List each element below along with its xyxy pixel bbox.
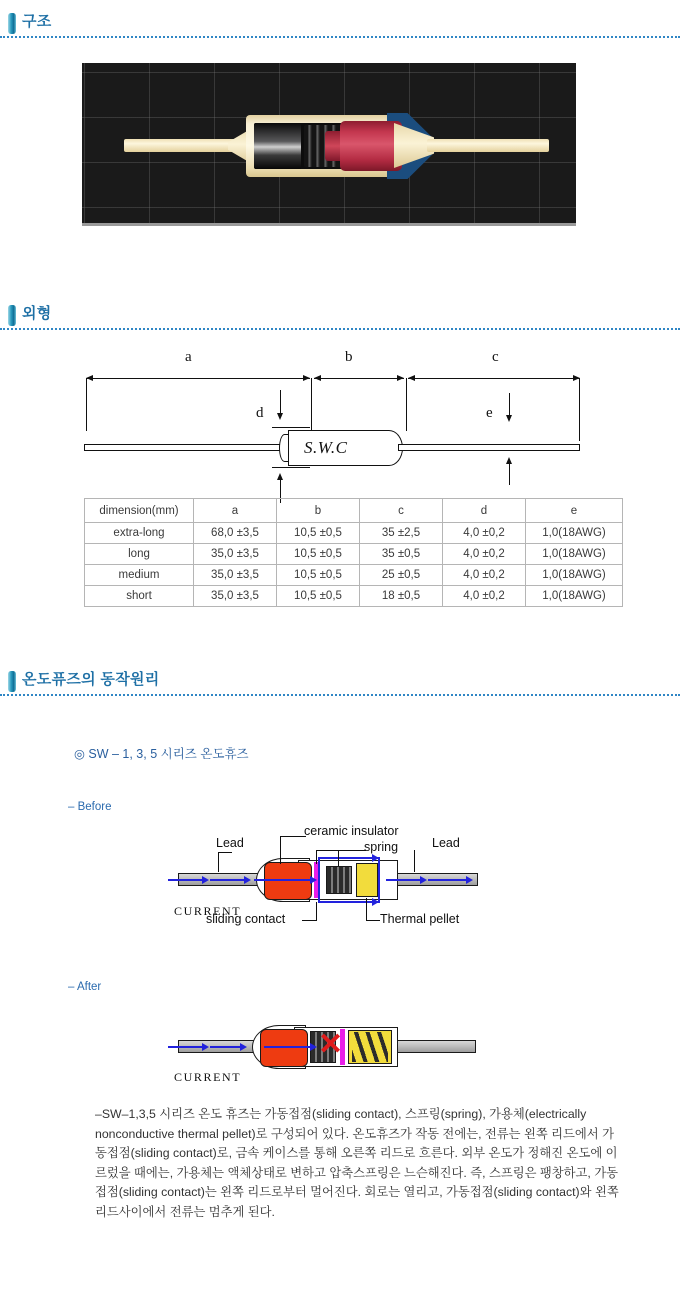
label-ceramic-insulator: ceramic insulator <box>304 824 399 838</box>
after-label-current: CURRENT <box>174 1070 242 1084</box>
cutaway-sliding-contact <box>340 121 402 171</box>
dim-label-d: d <box>256 405 264 421</box>
cell-type: short <box>85 586 194 607</box>
cell-type: medium <box>85 565 194 586</box>
table-row <box>85 565 623 586</box>
cell-d: 4,0 ±0,2 <box>443 523 526 544</box>
dim-tick-b-end <box>406 378 407 431</box>
dimension-table <box>84 498 623 607</box>
outline-dimension-drawing <box>72 345 600 485</box>
dim-arrow-b-left <box>314 375 321 381</box>
bar-icon <box>8 13 16 34</box>
section-divider <box>0 328 680 330</box>
before-current-arrow-head-3 <box>310 876 317 884</box>
dim-line-a <box>86 378 310 379</box>
before-label: – Before <box>68 801 112 813</box>
dim-label-e: e <box>486 405 493 421</box>
cutaway-lead-right <box>427 139 549 152</box>
leader-spring-h <box>316 850 366 851</box>
dim-arrow-d-down <box>277 413 283 420</box>
before-current-arrow-head-4 <box>420 876 427 884</box>
cell-e: 1,0(18AWG) <box>526 544 623 565</box>
section-header-outline <box>0 292 680 332</box>
section-header-principle <box>0 658 680 698</box>
after-current-arrow-head-3 <box>310 1043 317 1051</box>
before-current-arrow-head-bottom <box>372 898 379 906</box>
before-current-arrow-head-2 <box>244 876 251 884</box>
cell-d: 4,0 ±0,2 <box>443 586 526 607</box>
before-current-arrow-line-5 <box>428 879 466 881</box>
after-current-arrow-head-2 <box>240 1043 247 1051</box>
leader-pellet-h <box>366 920 380 921</box>
before-spring <box>326 866 352 894</box>
section-header-structure <box>0 0 680 40</box>
dim-tick-e-upper <box>509 393 510 417</box>
section-title: 구조 <box>22 13 52 30</box>
before-current-arrow-head-5 <box>466 876 473 884</box>
label-lead-left: Lead <box>216 836 244 850</box>
leader-pellet <box>366 898 367 920</box>
before-current-arrow-line-2 <box>210 879 244 881</box>
dim-arrow-a-right <box>303 375 310 381</box>
leader-spring-b <box>338 850 339 866</box>
cell-b: 10,5 ±0,5 <box>277 544 360 565</box>
cell-a: 35,0 ±3,5 <box>194 586 277 607</box>
cell-type: long <box>85 544 194 565</box>
bar-icon <box>8 671 16 692</box>
th-d: d <box>443 499 526 523</box>
after-current-arrow-line-1 <box>168 1046 202 1048</box>
cell-c: 25 ±0,5 <box>360 565 443 586</box>
table-row <box>85 586 623 607</box>
cell-b: 10,5 ±0,5 <box>277 565 360 586</box>
cell-d: 4,0 ±0,2 <box>443 544 526 565</box>
dim-arrow-b-right <box>397 375 404 381</box>
leader-ceramic-h <box>280 836 306 837</box>
bar-icon <box>8 305 16 326</box>
cell-a: 35,0 ±3,5 <box>194 544 277 565</box>
after-pellet-streaks <box>352 1032 388 1062</box>
label-current: CURRENT <box>174 904 242 918</box>
table-header-row <box>85 499 623 523</box>
after-current-arrow-line-3 <box>264 1046 310 1048</box>
dim-line-b <box>314 378 404 379</box>
after-current-arrow-line-2 <box>210 1046 240 1048</box>
th-a: a <box>194 499 277 523</box>
cell-b: 10,5 ±0,5 <box>277 523 360 544</box>
cell-d: 4,0 ±0,2 <box>443 565 526 586</box>
cell-c: 35 ±0,5 <box>360 544 443 565</box>
cell-type: extra-long <box>85 523 194 544</box>
after-sliding-contact <box>260 1029 308 1067</box>
cutaway-pellet <box>254 123 301 169</box>
before-current-arrow-line-4 <box>386 879 420 881</box>
leader-ceramic <box>280 836 281 864</box>
label-thermal-pellet: Thermal pellet <box>380 912 460 926</box>
after-current-arrow-head-1 <box>202 1043 209 1051</box>
after-label: – After <box>68 981 102 993</box>
outline-body-marking: S.W.C <box>304 438 348 457</box>
th-dimension: dimension(mm) <box>85 499 194 523</box>
section-title: 외형 <box>22 305 52 322</box>
dim-tick-a-start <box>86 378 87 431</box>
before-current-arrow-head-1 <box>202 876 209 884</box>
cell-a: 35,0 ±3,5 <box>194 565 277 586</box>
leader-lead-left-h <box>218 852 232 853</box>
principle-paragraph: –SW–1,3,5 시리즈 온도 휴즈는 가동접점(sliding contact), 스프링(spring), 가용체(electrically nonconductive thermal pellet)로 구성되어 있다. 온도휴즈가 작동 전에는, 전류는 왼쪽 리드에서 가동접점(sliding contact)로, 금속 케이스를 통해 오른쪽 리드로 흐른다. 외부 온도가 정해진 온도에 이르렀을 때에는, 가용체는 액체상태로 변하고 압축스프링은 느슨해진다. 즉, 스프링은 팽창하고, 가동접점(sliding contact)는 왼쪽 리드로부터 멀어진다. 회로는 열리고, 가동접점(sliding contact)와 왼쪽 리드사이에서 전류는 멈추게 된다. <box>95 1107 619 1219</box>
dim-line-c <box>408 378 580 379</box>
before-current-arrow-line-3 <box>254 879 310 881</box>
leader-lead-left <box>218 852 219 872</box>
outline-lead-left <box>84 444 284 451</box>
after-lead-right <box>390 1040 476 1053</box>
after-diagram <box>168 1008 488 1084</box>
dim-arrow-e-down <box>506 415 512 422</box>
dim-tick-e-lower <box>509 463 510 485</box>
th-c: c <box>360 499 443 523</box>
dim-arrow-a-left <box>86 375 93 381</box>
before-diagram <box>168 824 488 928</box>
dim-label-b: b <box>345 349 353 365</box>
cell-e: 1,0(18AWG) <box>526 565 623 586</box>
dim-label-c: c <box>492 349 499 365</box>
leader-lead-right <box>414 850 415 872</box>
leader-spring-a <box>316 850 317 864</box>
cell-c: 18 ±0,5 <box>360 586 443 607</box>
dim-arrow-c-left <box>408 375 415 381</box>
cell-a: 68,0 ±3,5 <box>194 523 277 544</box>
section-divider <box>0 694 680 696</box>
before-current-arrow-line-1 <box>168 879 202 881</box>
dim-leader-d-top <box>272 427 310 428</box>
dim-tick-c-end <box>579 378 580 441</box>
before-current-arrow-line-top <box>320 857 374 859</box>
label-lead-right: Lead <box>432 836 460 850</box>
table-row <box>85 523 623 544</box>
label-sliding-contact: sliding contact <box>206 912 286 926</box>
before-current-arrow-head-top <box>372 854 379 862</box>
section-title: 온도퓨즈의 동작원리 <box>22 671 160 688</box>
cell-e: 1,0(18AWG) <box>526 586 623 607</box>
table-row <box>85 544 623 565</box>
dim-label-a: a <box>185 349 192 365</box>
dim-leader-d-bottom <box>272 467 310 468</box>
th-b: b <box>277 499 360 523</box>
cell-e: 1,0(18AWG) <box>526 523 623 544</box>
label-spring: spring <box>364 840 399 854</box>
section-divider <box>0 36 680 38</box>
leader-sliding-contact-h <box>302 920 317 921</box>
cutaway-lead-left <box>124 139 244 152</box>
circuit-break-mark: ✕ <box>318 1028 344 1061</box>
th-e: e <box>526 499 623 523</box>
cell-b: 10,5 ±0,5 <box>277 586 360 607</box>
leader-sliding-contact <box>316 902 317 920</box>
cell-c: 35 ±2,5 <box>360 523 443 544</box>
before-thermal-pellet <box>356 863 378 897</box>
before-sliding-contact <box>264 862 312 900</box>
product-cutaway-photo <box>82 63 576 226</box>
series-bullet: ◎ SW – 1, 3, 5 시리즈 온도휴즈 <box>74 747 249 761</box>
outline-lead-right <box>398 444 580 451</box>
